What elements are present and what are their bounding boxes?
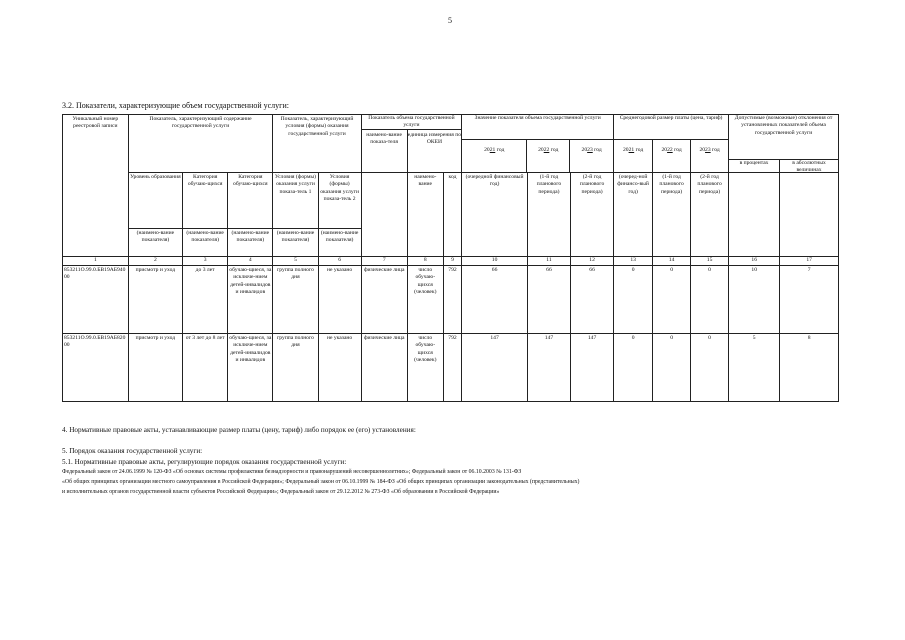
header-val-year-3: 2023 год — [581, 147, 602, 154]
header-deviation-group — [729, 115, 839, 173]
page-number: 5 — [448, 16, 452, 25]
header-unit-code: код — [443, 173, 461, 257]
col-num: 7 — [361, 257, 407, 266]
cell-c3: обучаю-щиеся, за исключе-нием детей-инвалидов и инвалидов — [228, 334, 273, 402]
name-label-3: (наимено-вание показателя) — [183, 229, 228, 257]
col-num: 15 — [691, 257, 729, 266]
cell-indicator: физические лица — [361, 266, 407, 334]
header-deviation-title: Допустимые (возможные) отклонения от установленных показателей объема государственной услуги — [729, 115, 838, 160]
cell-f3: 0 — [691, 334, 729, 402]
cell-v1: 66 — [462, 266, 528, 334]
col-num: 16 — [729, 257, 780, 266]
header-fee-group — [614, 115, 729, 173]
header-val-year-1: 2021 год — [462, 140, 527, 172]
cell-unit: число обучаю-щихся (человек) — [407, 334, 443, 402]
cell-dev-absolute: 7 — [780, 266, 839, 334]
header-c5: Условия (формы) оказания услуги показа-тель 2 — [318, 173, 361, 229]
cell-code: 792 — [443, 266, 461, 334]
name-label-4: (наимено-вание показателя) — [228, 229, 273, 257]
cell-dev-absolute: 8 — [780, 334, 839, 402]
header-dev-absolute-cell — [780, 173, 839, 257]
header-val-y1-note: (очередной финансовый год) — [462, 173, 528, 257]
cell-c5: не указано — [318, 266, 361, 334]
col-num: 12 — [571, 257, 614, 266]
cell-dev-percent: 10 — [729, 266, 780, 334]
cell-c1: присмотр и уход — [128, 334, 182, 402]
header-conditions-group: Показатель, характеризующий условия (формы) оказания государственной услуги — [273, 115, 361, 173]
header-registry: Уникальный номер реестровой записи — [63, 115, 129, 257]
law-line: «Об общих принципах организации местного самоуправления в Российской Федерации»; Федеральный закон от 06.10.1999 № 184-ФЗ «Об общих принципах организации законодательных (представительных) — [62, 479, 580, 485]
cell-registry: 853211О.99.0.БВ19АБ94000 — [63, 266, 129, 334]
header-c1: Уровень образования — [128, 173, 182, 229]
cell-registry: 853211О.99.0.БВ19АБ82000 — [63, 334, 129, 402]
header-val-year-2: 2022 год — [527, 140, 570, 172]
cell-c4: группа полного дня — [273, 266, 318, 334]
name-label-6: (наимено-вание показателя) — [318, 229, 361, 257]
header-val-y2-note: (1-й год планового периода) — [527, 173, 570, 257]
header-c2: Категория обучаю-щихся — [183, 173, 228, 229]
col-num: 9 — [443, 257, 461, 266]
col-num: 17 — [780, 257, 839, 266]
cell-f1: 0 — [614, 266, 653, 334]
cell-c2: до 3 лет — [183, 266, 228, 334]
header-indicator-name: наимено-вание показа-теля — [362, 130, 408, 172]
cell-c2: от 3 лет до 8 лет — [183, 334, 228, 402]
header-fee-title: Среднегодовой размер платы (цена, тариф) — [614, 115, 728, 140]
section-4-text: 4. Нормативные правовые акты, устанавливающие размер платы (цену, тариф) либо порядок ее (его) установления: — [62, 426, 416, 434]
column-numbers-row — [63, 257, 839, 266]
cell-v3: 66 — [571, 266, 614, 334]
col-num: 13 — [614, 257, 653, 266]
cell-v3: 147 — [571, 334, 614, 402]
header-value-group — [462, 115, 614, 173]
name-label-5: (наимено-вание показателя) — [273, 229, 318, 257]
cell-c4: группа полного дня — [273, 334, 318, 402]
volume-indicators-table — [62, 114, 839, 402]
cell-f1: 0 — [614, 334, 653, 402]
cell-v1: 147 — [462, 334, 528, 402]
header-dev-percent: в процентах — [729, 160, 780, 172]
header-fee-y2-note: (1-й год планового периода) — [653, 173, 691, 257]
section-5-1-text: 5.1. Нормативные правовые акты, регулирующие порядок оказания государственной услуги: — [62, 458, 347, 466]
header-volume-title: Показатель объема государственной услуги — [362, 115, 462, 130]
col-num: 10 — [462, 257, 528, 266]
col-num: 2 — [128, 257, 182, 266]
cell-v2: 147 — [527, 334, 570, 402]
section-title: 3.2. Показатели, характеризующие объем государственной услуги: — [62, 101, 289, 110]
table-row — [63, 334, 839, 402]
header-value-title: Значение показателя объема государственной услуги — [462, 115, 613, 140]
cell-c3: обучаю-щиеся, за исключе-нием детей-инвалидов и инвалидов — [228, 266, 273, 334]
header-fee-year-2: 2022 год — [653, 140, 691, 172]
header-dev-absolute: в абсолютных величинах — [792, 160, 826, 173]
header-unit-name: наимено-вание — [407, 173, 443, 257]
header-indicator-cell — [361, 173, 407, 257]
section-5-text: 5. Порядок оказания государственной услуги: — [62, 447, 203, 455]
name-label-2: (наимено-вание показателя) — [128, 229, 182, 257]
col-num: 14 — [653, 257, 691, 266]
col-num: 5 — [273, 257, 318, 266]
header-c3: Категория обучаю-щихся — [228, 173, 273, 229]
col-num: 11 — [527, 257, 570, 266]
cell-f2: 0 — [653, 266, 691, 334]
cell-unit: число обучаю-щихся (человек) — [407, 266, 443, 334]
col-num: 8 — [407, 257, 443, 266]
cell-v2: 66 — [527, 266, 570, 334]
header-unit-okei: единица измерения по ОКЕИ — [407, 132, 462, 146]
law-line: Федеральный закон от 24.06.1999 № 120-ФЗ «Об основах системы профилактики безнадзорности и правонарушений несовершеннолетних»; Федеральный закон от 06.10.2003 № 131-ФЗ — [62, 469, 522, 475]
col-num: 1 — [63, 257, 129, 266]
cell-code: 792 — [443, 334, 461, 402]
cell-f3: 0 — [691, 266, 729, 334]
header-volume-group — [361, 115, 462, 173]
cell-indicator: физические лица — [361, 334, 407, 402]
header-fee-y3-note: (2-й год планового периода) — [691, 173, 729, 257]
cell-c1: присмотр и уход — [128, 266, 182, 334]
col-num: 3 — [183, 257, 228, 266]
header-c4: Условия (формы) оказания услуги показа-тель 1 — [273, 173, 318, 229]
header-fee-y1-note: (очеред-ной финансо-вый год) — [614, 173, 653, 257]
table-row — [63, 266, 839, 334]
header-fee-year-3: 2023 год — [699, 147, 720, 154]
cell-c5: не указано — [318, 334, 361, 402]
col-num: 4 — [228, 257, 273, 266]
header-fee-year-1: 2021 год — [614, 140, 653, 172]
header-content-group: Показатель, характеризующий содержание государственной услуги — [128, 115, 273, 173]
header-val-y3-note: (2-й год планового периода) — [571, 173, 614, 257]
cell-dev-percent: 5 — [729, 334, 780, 402]
cell-f2: 0 — [653, 334, 691, 402]
law-line: и исполнительных органов государственной власти субъектов Российской Федерации»; Федеральный закон от 29.12.2012 № 273-ФЗ «Об образовании в Российской Федерации» — [62, 489, 500, 495]
col-num: 6 — [318, 257, 361, 266]
header-dev-percent-cell — [729, 173, 780, 257]
